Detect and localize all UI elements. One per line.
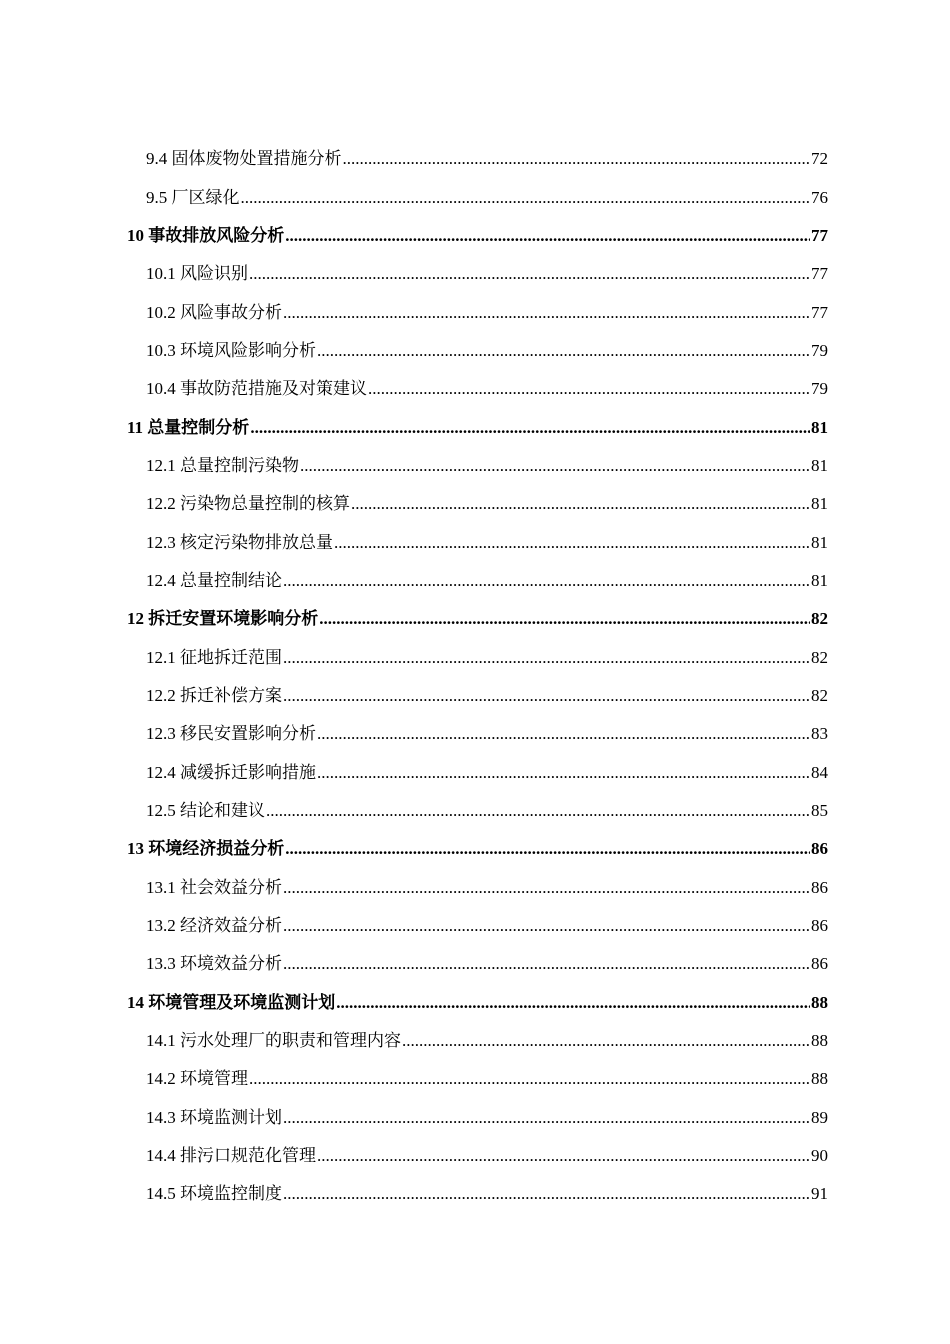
toc-section-entry[interactable]	[127, 370, 828, 408]
toc-section-entry[interactable]	[127, 715, 828, 753]
toc-entry-page-number: 89	[811, 1107, 828, 1127]
toc-entry-label: 12.4 减缓拆迁影响措施	[146, 762, 316, 782]
toc-entry-label: 13 环境经济损益分析	[127, 839, 285, 859]
toc-entry-page-number: 86	[811, 954, 828, 974]
toc-chapter-entry[interactable]	[127, 600, 828, 638]
toc-entry-label: 10.4 事故防范措施及对策建议	[146, 379, 367, 399]
toc-entry-page-number: 79	[811, 340, 828, 360]
toc-dot-leader	[336, 993, 810, 1013]
toc-entry-label: 14.2 环境管理	[146, 1069, 248, 1089]
toc-entry-label: 9.5 厂区绿化	[146, 187, 240, 207]
toc-dot-leader	[283, 916, 810, 936]
toc-section-entry[interactable]	[127, 293, 828, 331]
toc-entry-page-number: 86	[811, 877, 828, 897]
toc-dot-leader	[317, 763, 810, 783]
toc-section-entry[interactable]	[127, 140, 828, 178]
toc-entry-label: 12.1 总量控制污染物	[146, 455, 299, 475]
toc-entry-page-number: 81	[811, 532, 828, 552]
toc-section-entry[interactable]	[127, 485, 828, 523]
toc-entry-label: 10.3 环境风险影响分析	[146, 340, 316, 360]
toc-entry-page-number: 84	[811, 762, 828, 782]
toc-entry-page-number: 81	[811, 494, 828, 514]
toc-section-entry[interactable]	[127, 1175, 828, 1213]
toc-entry-label: 13.3 环境效益分析	[146, 954, 282, 974]
toc-entry-page-number: 86	[811, 916, 828, 936]
toc-chapter-entry[interactable]	[127, 217, 828, 255]
toc-entry-page-number: 77	[811, 302, 828, 322]
toc-entry-page-number: 79	[811, 379, 828, 399]
toc-entry-label: 12.2 拆迁补偿方案	[146, 685, 282, 705]
toc-entry-label: 14 环境管理及环境监测计划	[127, 992, 336, 1012]
toc-dot-leader	[266, 801, 810, 821]
toc-entry-label: 10 事故排放风险分析	[127, 225, 285, 245]
toc-entry-page-number: 81	[811, 417, 828, 437]
toc-section-entry[interactable]	[127, 255, 828, 293]
toc-dot-leader	[368, 379, 810, 399]
toc-entry-page-number: 86	[811, 839, 828, 859]
toc-entry-label: 12.5 结论和建议	[146, 801, 265, 821]
toc-entry-page-number: 72	[811, 149, 828, 169]
toc-section-entry[interactable]	[127, 869, 828, 907]
toc-entry-page-number: 76	[811, 187, 828, 207]
toc-entry-label: 12.2 污染物总量控制的核算	[146, 494, 350, 514]
toc-entry-label: 14.4 排污口规范化管理	[146, 1146, 316, 1166]
toc-entry-page-number: 82	[811, 685, 828, 705]
toc-entry-label: 10.1 风险识别	[146, 264, 248, 284]
toc-dot-leader	[283, 303, 810, 323]
toc-dot-leader	[283, 1108, 810, 1128]
toc-dot-leader	[317, 724, 810, 744]
toc-entry-page-number: 88	[811, 1069, 828, 1089]
toc-section-entry[interactable]	[127, 562, 828, 600]
toc-dot-leader	[351, 494, 810, 514]
toc-entry-page-number: 77	[811, 264, 828, 284]
toc-entry-label: 14.1 污水处理厂的职责和管理内容	[146, 1031, 401, 1051]
toc-dot-leader	[285, 839, 810, 859]
toc-section-entry[interactable]	[127, 523, 828, 561]
toc-entry-page-number: 85	[811, 801, 828, 821]
toc-dot-leader	[283, 648, 810, 668]
toc-entry-label: 12.1 征地拆迁范围	[146, 647, 282, 667]
toc-dot-leader	[285, 226, 810, 246]
toc-entry-page-number: 88	[811, 1031, 828, 1051]
toc-entry-page-number: 91	[811, 1184, 828, 1204]
toc-entry-label: 10.2 风险事故分析	[146, 302, 282, 322]
toc-dot-leader	[283, 571, 810, 591]
toc-dot-leader	[241, 188, 811, 208]
toc-entry-page-number: 90	[811, 1146, 828, 1166]
toc-section-entry[interactable]	[127, 1022, 828, 1060]
toc-entry-page-number: 81	[811, 570, 828, 590]
toc-section-entry[interactable]	[127, 907, 828, 945]
toc-section-entry[interactable]	[127, 178, 828, 216]
toc-section-entry[interactable]	[127, 792, 828, 830]
toc-dot-leader	[334, 533, 810, 553]
toc-section-entry[interactable]	[127, 447, 828, 485]
toc-dot-leader	[249, 1069, 810, 1089]
toc-entry-label: 9.4 固体废物处置措施分析	[146, 149, 342, 169]
toc-entry-label: 12.4 总量控制结论	[146, 570, 282, 590]
toc-dot-leader	[250, 418, 810, 438]
toc-dot-leader	[317, 341, 810, 361]
toc-dot-leader	[283, 878, 810, 898]
toc-entry-label: 11 总量控制分析	[127, 417, 250, 437]
toc-entry-page-number: 88	[811, 992, 828, 1012]
toc-entry-label: 13.1 社会效益分析	[146, 877, 282, 897]
toc-section-entry[interactable]	[127, 754, 828, 792]
toc-chapter-entry[interactable]	[127, 408, 828, 446]
toc-entry-label: 14.5 环境监控制度	[146, 1184, 282, 1204]
toc-dot-leader	[343, 149, 811, 169]
toc-dot-leader	[402, 1031, 810, 1051]
toc-dot-leader	[300, 456, 810, 476]
toc-chapter-entry[interactable]	[127, 830, 828, 868]
toc-entry-label: 12.3 移民安置影响分析	[146, 724, 316, 744]
toc-entry-label: 13.2 经济效益分析	[146, 916, 282, 936]
toc-entry-page-number: 81	[811, 455, 828, 475]
toc-chapter-entry[interactable]	[127, 984, 828, 1022]
toc-dot-leader	[317, 1146, 810, 1166]
toc-dot-leader	[249, 264, 810, 284]
toc-section-entry[interactable]	[127, 677, 828, 715]
toc-entry-page-number: 83	[811, 724, 828, 744]
toc-entry-label: 12.3 核定污染物排放总量	[146, 532, 333, 552]
toc-entry-label: 14.3 环境监测计划	[146, 1107, 282, 1127]
toc-section-entry[interactable]	[127, 1060, 828, 1098]
table-of-contents	[127, 140, 828, 1214]
toc-dot-leader	[283, 954, 810, 974]
toc-section-entry[interactable]	[127, 945, 828, 983]
toc-section-entry[interactable]	[127, 1099, 828, 1137]
toc-entry-page-number: 82	[811, 609, 828, 629]
toc-section-entry[interactable]	[127, 638, 828, 676]
toc-dot-leader	[283, 1184, 810, 1204]
toc-entry-page-number: 77	[811, 225, 828, 245]
toc-entry-page-number: 82	[811, 647, 828, 667]
toc-section-entry[interactable]	[127, 1137, 828, 1175]
toc-section-entry[interactable]	[127, 332, 828, 370]
toc-entry-label: 12 拆迁安置环境影响分析	[127, 609, 319, 629]
toc-dot-leader	[283, 686, 810, 706]
toc-dot-leader	[319, 609, 810, 629]
